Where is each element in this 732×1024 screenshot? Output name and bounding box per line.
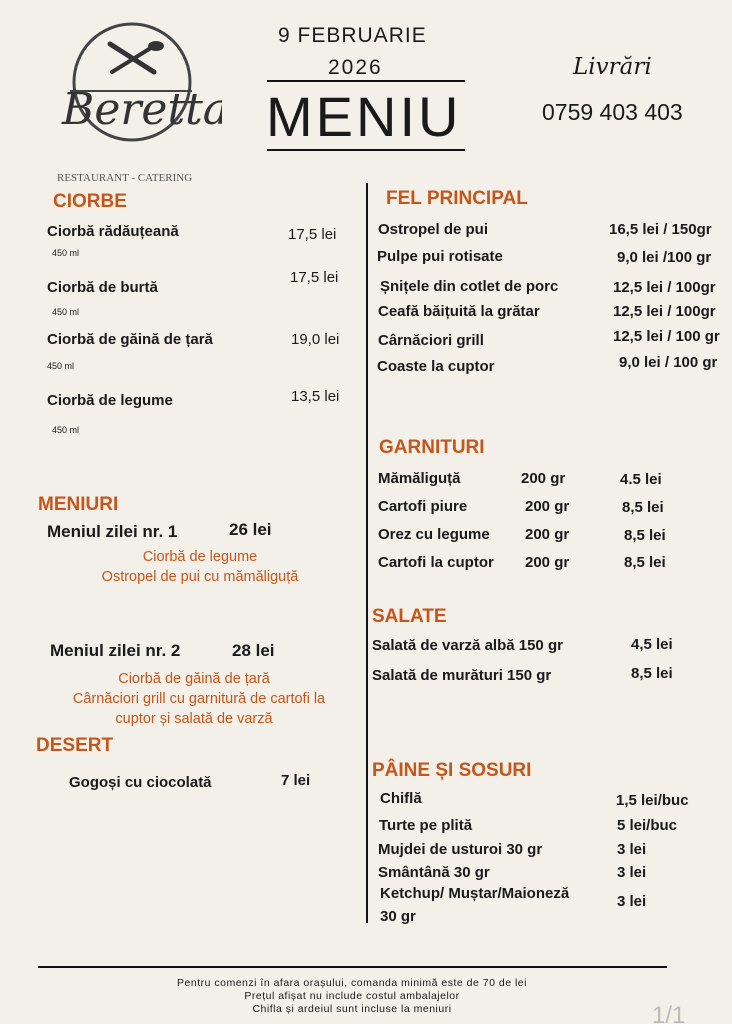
menu-item-qty: 450 ml [52, 307, 80, 317]
menu-item-name: Cârnăciori grill [378, 332, 484, 349]
menu-item-price: 4.5 lei [620, 471, 662, 488]
page-title: MENIU [266, 85, 462, 148]
menu-item-price: 28 lei [232, 641, 275, 660]
menu-item-price: 12,5 lei / 100 gr [613, 328, 720, 345]
menu-item-name: Salată de varză albă 150 gr [372, 637, 563, 654]
logo-fork-spoon-icon [42, 16, 222, 156]
section-title-garnituri: GARNITURI [379, 437, 485, 458]
menu-item-name: Ciorbă de găină de țară [47, 331, 213, 348]
menu-item-price: 3 lei [617, 893, 647, 910]
menu-item-name: Coaste la cuptor [377, 358, 495, 375]
menu-item-qty: 200 gr [525, 554, 570, 571]
menu-item-price: 9,0 lei / 100 gr [619, 354, 718, 371]
menu-item-price: 7 lei [281, 772, 311, 789]
menu-item-name: Salată de murături 150 gr [372, 667, 552, 684]
menu-item-name: Smântână 30 gr [378, 864, 490, 881]
menu-item-price: 4,5 lei [631, 636, 673, 653]
section-title-paine-sosuri: PÂINE ȘI SOSURI [372, 760, 532, 781]
footer-note: Chifla și ardeiul sunt incluse la meniuri [252, 1003, 452, 1015]
menu-item-qty: 450 ml [52, 248, 80, 258]
menu-item-name: Meniul zilei nr. 1 [47, 522, 178, 541]
menu-item-price: 3 lei [617, 864, 647, 881]
page-indicator: 1/1 [652, 1002, 686, 1024]
menu-item-name: Meniul zilei nr. 2 [50, 641, 181, 660]
menu-item-price: 9,0 lei /100 gr [617, 249, 712, 266]
menu-item-qty: 200 gr [521, 470, 566, 487]
menu-item-name: Mămăliguță [378, 470, 461, 487]
delivery-phone[interactable]: 0759 403 403 [542, 99, 683, 125]
menu-item-name: Chiflă [380, 790, 422, 807]
menu-item-name: Mujdei de usturoi 30 gr [378, 841, 543, 858]
menu-item-price: 8,5 lei [622, 499, 664, 516]
footer-divider [38, 966, 667, 968]
menu-item-price: 12,5 lei / 100gr [613, 279, 716, 296]
menu-item-price: 3 lei [617, 841, 647, 858]
delivery-label: Livrări [573, 54, 652, 80]
column-divider [366, 183, 368, 923]
menu-desc: Ostropel de pui cu mămăliguță [101, 569, 299, 585]
menu-item-name: Ceafă băițuită la grătar [378, 303, 540, 320]
menu-item-price: 16,5 lei / 150gr [609, 221, 712, 238]
menu-item-price: 1,5 lei/buc [616, 792, 689, 809]
menu-item-price: 13,5 lei [291, 388, 340, 405]
menu-item-price: 5 lei/buc [617, 817, 678, 834]
menu-item-name: Ciorbă de legume [47, 392, 173, 409]
menu-item-name: Orez cu legume [378, 526, 490, 543]
menu-item-price: 8,5 lei [624, 527, 666, 544]
footer-note: Prețul afișat nu include costul ambalajelor [244, 990, 460, 1002]
menu-item-name-cont: 30 gr [380, 908, 416, 925]
section-title-fel-principal: FEL PRINCIPAL [386, 188, 528, 209]
section-title-salate: SALATE [372, 606, 447, 627]
menu-item-name: Turte pe plită [379, 817, 473, 834]
menu-item-name: Cartofi piure [378, 498, 468, 515]
menu-item-name: Ostropel de pui [378, 221, 489, 238]
menu-item-name: Ciorbă rădăuțeană [47, 223, 179, 240]
section-title-ciorbe: CIORBE [53, 191, 127, 212]
section-title-meniuri: MENIURI [38, 494, 119, 515]
menu-item-name: Cartofi la cuptor [378, 554, 494, 571]
menu-date: 9 FEBRUARIE [278, 24, 427, 47]
menu-item-qty: 200 gr [525, 526, 570, 543]
menu-item-price: 17,5 lei [288, 226, 337, 243]
svg-text:Beretta: Beretta [62, 84, 222, 135]
menu-item-price: 8,5 lei [631, 665, 673, 682]
menu-item-qty: 450 ml [52, 425, 80, 435]
menu-desc: Cârnăciori grill cu garnitură de cartofi la [72, 691, 326, 707]
menu-item-qty: 200 gr [525, 498, 570, 515]
menu-item-price: 17,5 lei [290, 269, 339, 286]
menu-item-price: 8,5 lei [624, 554, 666, 571]
menu-item-name: Ciorbă de burtă [47, 279, 158, 296]
menu-year: 2026 [328, 56, 383, 79]
menu-item-name: Șnițele din cotlet de porc [380, 278, 559, 295]
menu-item-name: Gogoși cu ciocolată [69, 774, 212, 791]
menu-item-price: 12,5 lei / 100gr [613, 303, 716, 320]
menu-item-price: 26 lei [229, 520, 272, 539]
tagline: RESTAURANT - CATERING [57, 172, 193, 184]
logo [42, 16, 222, 156]
menu-item-name: Pulpe pui rotisate [377, 248, 503, 265]
menu-desc: Ciorbă de legume [142, 549, 258, 565]
section-title-desert: DESERT [36, 735, 114, 756]
menu-desc: Ciorbă de găină de țară [118, 671, 270, 687]
menu-desc: cuptor și salată de varză [115, 711, 273, 727]
menu-item-price: 19,0 lei [291, 331, 340, 348]
menu-item-name: Ketchup/ Muștar/Maioneză [380, 885, 570, 902]
menu-item-qty: 450 ml [47, 361, 75, 371]
footer-note: Pentru comenzi în afara orașului, comanda minimă este de 70 de lei [177, 977, 527, 989]
